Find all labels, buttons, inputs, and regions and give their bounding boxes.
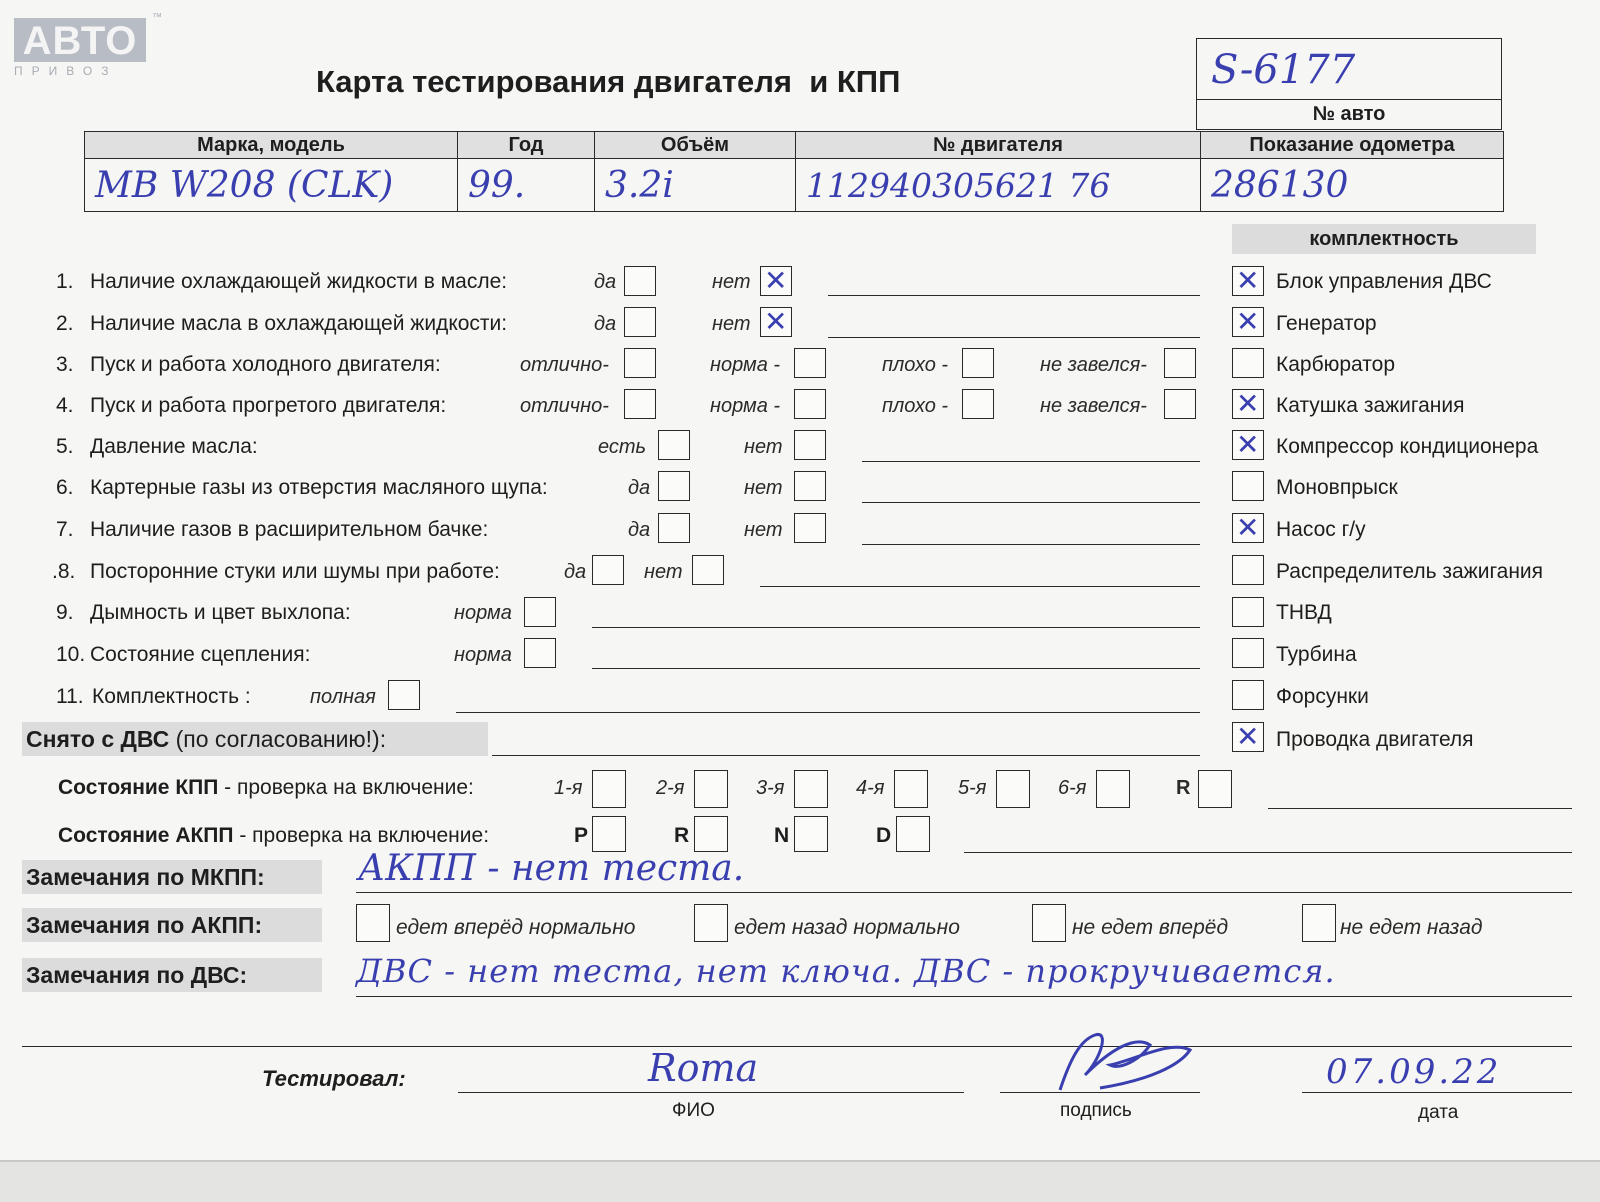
q4-opt-bad: плохо - — [882, 395, 949, 417]
model-value: MB W208 (CLK) — [85, 159, 458, 212]
q10-note-line — [592, 668, 1200, 669]
date-value: 07.09.22 — [1326, 1052, 1502, 1092]
q3-opt-normal: норма - — [710, 354, 781, 376]
comp-injectors-label: Форсунки — [1276, 685, 1369, 708]
q5-opt-no: нет — [744, 436, 783, 458]
header-col-volume: Объём — [595, 132, 796, 159]
comp-turbo-label: Турбина — [1276, 643, 1357, 666]
q5-yes-checkbox[interactable] — [658, 430, 690, 460]
removed-note-line — [492, 755, 1200, 756]
akpp-backward-ok-label: едет назад нормально — [734, 916, 960, 939]
q7-opt-yes: да — [628, 519, 651, 541]
remarks-dvs-value: ДВС - нет теста, нет ключа. ДВС - прокручивается. — [356, 952, 1336, 990]
q5-num: 5. — [56, 435, 74, 458]
q1-opt-no: нет — [712, 271, 751, 293]
q8-num: .8. — [52, 560, 76, 583]
q3-num: 3. — [56, 353, 74, 376]
akpp-mode-r-label: R — [674, 824, 690, 847]
q3-opt-excellent: отлично- — [520, 354, 609, 376]
remarks-dvs-label: Замечания по ДВС: — [26, 962, 248, 988]
q10-text: Состояние сцепления: — [90, 643, 311, 666]
removed-label-main: Снято с ДВС — [26, 726, 170, 752]
header-col-year: Год — [458, 132, 595, 159]
logo — [14, 12, 162, 78]
kpp-gear-5-label: 5-я — [958, 777, 987, 799]
q6-opt-no: нет — [744, 477, 783, 499]
auto-number-box — [1196, 38, 1502, 130]
removed-label — [26, 726, 386, 753]
q4-excellent-checkbox[interactable] — [624, 389, 656, 419]
akpp-backward-ok-checkbox[interactable] — [694, 904, 728, 942]
akpp-mode-p-label: P — [574, 824, 589, 847]
kpp-label-main: Состояние КПП — [58, 776, 219, 799]
q5-note-line — [862, 461, 1200, 462]
q10-num: 10. — [56, 643, 86, 666]
q6-num: 6. — [56, 476, 74, 499]
tester-name-value: Roma — [648, 1046, 759, 1090]
q2-note-line — [828, 337, 1200, 338]
kpp-gear-r-checkbox[interactable] — [1198, 770, 1232, 808]
q11-num: 11. — [56, 685, 84, 708]
comp-injectors-checkbox[interactable] — [1232, 680, 1264, 710]
q6-text: Картерные газы из отверстия масляного щупа: — [90, 476, 548, 499]
q4-opt-nostart: не завелся- — [1040, 395, 1147, 417]
comp-wiring-checkbox[interactable] — [1232, 722, 1264, 752]
q9-opt-normal: норма — [454, 602, 512, 624]
date-caption: дата — [1418, 1102, 1459, 1123]
q3-nostart-checkbox[interactable] — [1164, 348, 1196, 378]
q11-text: Комплектность : — [92, 685, 251, 708]
comp-ps-pump-label: Насос г/у — [1276, 518, 1366, 541]
q7-no-checkbox[interactable] — [794, 513, 826, 543]
akpp-mode-p-checkbox[interactable] — [592, 816, 626, 852]
signature-line — [1000, 1092, 1200, 1093]
header-col-model: Марка, модель — [85, 132, 458, 159]
q2-text: Наличие масла в охлаждающей жидкости: — [90, 312, 508, 335]
comp-carburetor-checkbox[interactable] — [1232, 348, 1264, 378]
volume-value: 3.2i — [595, 159, 796, 212]
q8-no-checkbox[interactable] — [692, 555, 724, 585]
akpp-mode-n-checkbox[interactable] — [794, 816, 828, 852]
page-title: Карта тестирования двигателя и КПП — [316, 64, 901, 99]
name-line — [458, 1092, 964, 1093]
q8-note-line — [760, 586, 1200, 587]
q6-opt-yes: да — [628, 477, 651, 499]
q2-yes-checkbox[interactable] — [624, 307, 656, 337]
akpp-note-line — [964, 852, 1572, 853]
q1-opt-yes: да — [594, 271, 617, 293]
akpp-label-suffix: - проверка на включение: — [233, 824, 490, 847]
kpp-gear-1-checkbox[interactable] — [592, 770, 626, 808]
q3-opt-bad: плохо - — [882, 354, 949, 376]
engine-no-value: 112940305621 76 — [796, 159, 1201, 212]
q9-note-line — [592, 627, 1200, 628]
akpp-no-backward-label: не едет назад — [1340, 916, 1483, 939]
q4-bad-checkbox[interactable] — [962, 389, 994, 419]
q7-yes-checkbox[interactable] — [658, 513, 690, 543]
q4-num: 4. — [56, 394, 74, 417]
comp-distributor-checkbox[interactable] — [1232, 555, 1264, 585]
remarks-mkpp-line — [356, 892, 1572, 893]
q8-text: Посторонние стуки или шумы при работе: — [90, 560, 500, 583]
header-table — [84, 131, 1504, 212]
logo-tm: ™ — [152, 12, 162, 23]
q8-opt-no: нет — [644, 561, 683, 583]
q11-full-checkbox[interactable] — [388, 680, 420, 710]
q3-text: Пуск и работа холодного двигателя: — [90, 353, 441, 376]
q10-opt-normal: норма — [454, 644, 512, 666]
q7-opt-no: нет — [744, 519, 783, 541]
q6-no-checkbox[interactable] — [794, 471, 826, 501]
q4-opt-excellent: отлично- — [520, 395, 609, 417]
auto-number-label: № авто — [1312, 103, 1386, 125]
q7-text: Наличие газов в расширительном бачке: — [90, 518, 489, 541]
q11-note-line — [456, 712, 1200, 713]
q8-opt-yes: да — [564, 561, 587, 583]
comp-ecu-checkbox[interactable] — [1232, 266, 1264, 296]
comp-generator-label: Генератор — [1276, 312, 1377, 335]
akpp-no-backward-checkbox[interactable] — [1302, 904, 1336, 942]
comp-turbo-checkbox[interactable] — [1232, 638, 1264, 668]
akpp-mode-d-label: D — [876, 824, 892, 847]
kpp-label-suffix: - проверка на включение: — [218, 776, 474, 799]
name-caption: ФИО — [672, 1100, 715, 1121]
comp-ps-pump-checkbox[interactable] — [1232, 513, 1264, 543]
q9-normal-checkbox[interactable] — [524, 597, 556, 627]
year-value: 99. — [458, 159, 595, 212]
q5-opt-yes: есть — [598, 436, 647, 458]
q3-bad-checkbox[interactable] — [962, 348, 994, 378]
q6-yes-checkbox[interactable] — [658, 471, 690, 501]
q11-opt-full: полная — [310, 686, 376, 708]
q2-opt-yes: да — [594, 313, 617, 335]
removed-label-suffix: (по согласованию!): — [169, 726, 387, 752]
comp-ac-compressor-checkbox[interactable] — [1232, 430, 1264, 460]
paper-edge — [0, 1160, 1600, 1202]
comp-ignition-coil-label: Катушка зажигания — [1276, 394, 1465, 417]
signature-caption: подпись — [1060, 1100, 1132, 1121]
logo-sub: ПРИВОЗ — [14, 64, 118, 78]
akpp-forward-ok-label: едет вперёд нормально — [396, 916, 636, 939]
comp-mono-injection-checkbox[interactable] — [1232, 471, 1264, 501]
q4-normal-checkbox[interactable] — [794, 389, 826, 419]
akpp-mode-r-checkbox[interactable] — [694, 816, 728, 852]
comp-tnvd-checkbox[interactable] — [1232, 597, 1264, 627]
comp-ac-compressor-label: Компрессор кондиционера — [1276, 435, 1539, 458]
header-col-engine-no: № двигателя — [796, 132, 1201, 159]
q7-num: 7. — [56, 518, 74, 541]
kpp-gear-1-label: 1-я — [554, 777, 583, 799]
kpp-gear-5-checkbox[interactable] — [996, 770, 1030, 808]
q7-note-line — [862, 544, 1200, 545]
comp-carburetor-label: Карбюратор — [1276, 353, 1396, 376]
kpp-gear-3-checkbox[interactable] — [794, 770, 828, 808]
q8-yes-checkbox[interactable] — [592, 555, 624, 585]
q5-no-checkbox[interactable] — [794, 430, 826, 460]
q10-normal-checkbox[interactable] — [524, 638, 556, 668]
comp-tnvd-label: ТНВД — [1276, 601, 1332, 624]
remarks-akpp-label: Замечания по АКПП: — [26, 912, 263, 938]
akpp-no-forward-checkbox[interactable] — [1032, 904, 1066, 942]
logo-text: АВТО — [14, 18, 146, 62]
q1-text: Наличие охлаждающей жидкости в масле: — [90, 270, 508, 293]
comp-mono-injection-label: Моновпрыск — [1276, 476, 1398, 499]
comp-ignition-coil-checkbox[interactable] — [1232, 389, 1264, 419]
q1-no-checkbox[interactable] — [760, 266, 792, 296]
q6-note-line — [862, 502, 1200, 503]
q2-opt-no: нет — [712, 313, 751, 335]
remarks-mkpp-value: АКПП - нет теста. — [358, 848, 745, 889]
q2-no-checkbox[interactable] — [760, 307, 792, 337]
kpp-gear-3-label: 3-я — [756, 777, 785, 799]
kpp-gear-6-label: 6-я — [1058, 777, 1087, 799]
q1-yes-checkbox[interactable] — [624, 266, 656, 296]
remarks-extra-line — [22, 1046, 1572, 1047]
kpp-gear-4-label: 4-я — [856, 777, 885, 799]
q4-text: Пуск и работа прогретого двигателя: — [90, 394, 447, 417]
q9-num: 9. — [56, 601, 74, 624]
akpp-label — [58, 824, 489, 848]
signature-mark — [1040, 1020, 1210, 1100]
akpp-mode-d-checkbox[interactable] — [896, 816, 930, 852]
q3-opt-nostart: не завелся- — [1040, 354, 1147, 376]
comp-wiring-label: Проводка двигателя — [1276, 728, 1474, 751]
akpp-no-forward-label: не едет вперёд — [1072, 916, 1229, 939]
q4-nostart-checkbox[interactable] — [1164, 389, 1196, 419]
kpp-gear-r-label: R — [1176, 777, 1191, 799]
q3-excellent-checkbox[interactable] — [624, 348, 656, 378]
completeness-title: комплектность — [1232, 224, 1536, 254]
kpp-gear-2-label: 2-я — [656, 777, 685, 799]
q4-opt-normal: норма - — [710, 395, 781, 417]
kpp-gear-6-checkbox[interactable] — [1096, 770, 1130, 808]
comp-generator-checkbox[interactable] — [1232, 307, 1264, 337]
remarks-mkpp-label: Замечания по МКПП: — [26, 864, 265, 890]
kpp-label — [58, 776, 474, 800]
q9-text: Дымность и цвет выхлопа: — [90, 601, 351, 624]
kpp-gear-4-checkbox[interactable] — [894, 770, 928, 808]
q5-text: Давление масла: — [90, 435, 258, 458]
comp-distributor-label: Распределитель зажигания — [1276, 560, 1544, 583]
akpp-label-main: Состояние АКПП — [58, 824, 234, 847]
header-col-odometer: Показание одометра — [1201, 132, 1504, 159]
q3-normal-checkbox[interactable] — [794, 348, 826, 378]
q1-note-line — [828, 295, 1200, 296]
akpp-forward-ok-checkbox[interactable] — [356, 904, 390, 942]
kpp-note-line — [1268, 808, 1572, 809]
kpp-gear-2-checkbox[interactable] — [694, 770, 728, 808]
odometer-value: 286130 — [1201, 159, 1504, 212]
auto-number-value: S-6177 — [1211, 47, 1356, 93]
q2-num: 2. — [56, 312, 74, 335]
remarks-dvs-line — [356, 996, 1572, 997]
tested-by-label: Тестировал: — [262, 1066, 406, 1091]
comp-ecu-label: Блок управления ДВС — [1276, 270, 1492, 293]
akpp-mode-n-label: N — [774, 824, 790, 847]
date-line — [1302, 1092, 1572, 1093]
q1-num: 1. — [56, 270, 74, 293]
